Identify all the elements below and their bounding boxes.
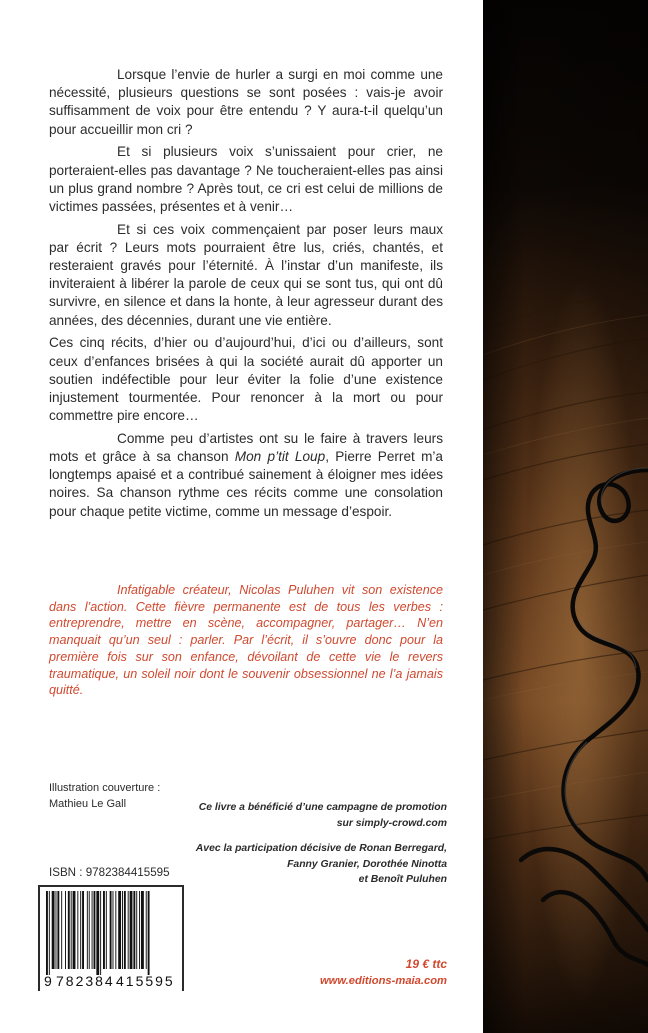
barcode-bar	[115, 891, 116, 969]
barcode-bar	[146, 891, 147, 969]
barcode-bar	[96, 891, 99, 975]
barcode-bar	[52, 891, 55, 969]
isbn-label: ISBN : 9782384415595	[49, 866, 170, 879]
barcode-right-digits: 415595	[116, 973, 175, 989]
promotion-credits	[180, 800, 447, 888]
barcode-bar	[82, 891, 84, 969]
promo-line-2: sur simply-crowd.com	[336, 817, 447, 829]
price: 19 € ttc	[405, 957, 447, 971]
song-title: Mon p’tit Loup	[234, 449, 326, 465]
promo-line-5: et Benoît Puluhen	[358, 874, 447, 886]
author-bio	[49, 582, 443, 699]
promo-line-3: Avec la participation décisive de Ronan Berregard,	[195, 843, 447, 855]
barcode-bar	[110, 891, 112, 969]
blurb-paragraph-4: Ces cinq récits, d’hier ou d’aujourd’hui, d’ici ou d’ailleurs, sont ceux d’enfances brisées à qui la société aurait dû apporter un soutien indéfectible pour leur éviter la folie d’une existence injustement tourmentée. Pour renoncer à la mort ou pour commettre pire encore…	[49, 335, 443, 424]
blurb-paragraph-5	[49, 430, 443, 521]
barcode-bar	[133, 891, 135, 969]
blurb-paragraph-3: Et si ces voix commençaient par poser leurs maux par écrit ? Leurs mots pourraient être lus, criés, chantés, et resteraient gravés pour l’éternité. À l’instar d’un manifeste, ils inviteraient à libérer la parole de ceux qui se sont tus, qui ont dû survivre, en silence et dans la honte, à leur agresseur durant des années, des décennies, durant une vie entière.	[49, 221, 443, 328]
barcode-left-digits: 782384	[56, 973, 115, 989]
barcode-bar	[92, 891, 93, 969]
barcode-bar	[124, 891, 126, 969]
barcode-bar	[61, 891, 62, 969]
barcode-bar	[118, 891, 121, 969]
barcode-bar	[89, 891, 90, 969]
barcode-bar	[148, 891, 150, 975]
barcode-bar	[56, 891, 57, 969]
barcode-bar	[73, 891, 76, 969]
blurb-paragraph-2: Et si plusieurs voix s’unissaient pour crier, ne porteraient-elles pas davantage ? Ne toucheraient-elles pas ainsi un plus grand nombre ? Après tout, ce cri est celui de millions de victimes passées, présentes et à venir…	[49, 144, 443, 214]
publisher-website: www.editions-maia.com	[319, 975, 447, 987]
promo-line-1: Ce livre a bénéficié d’une campagne de promotion	[198, 802, 447, 813]
barcode-bar	[139, 891, 140, 969]
barcode-first-digit: 9	[44, 973, 52, 989]
author-bio-text: Infatigable créateur, Nicolas Puluhen vit son existence dans l’action. Cette fièvre permanente est de tous les verbes : entreprendre, mettre en scène, accompagner, partager… N’en manquait qu’un seul : parler. Par l’écrit, il s’ouvre donc pour la première fois sur son enfance, dévoilant de cette vie le revers traumatique, un soleil noir dont le souvenir obsessionnel ne l’a jamais quitté.	[49, 583, 443, 698]
barcode-bar	[128, 891, 129, 969]
barcode-bar	[106, 891, 107, 969]
barcode-bar	[141, 891, 144, 969]
barcode-bar	[94, 891, 96, 969]
promo-line-4: Fanny Granier, Dorothée Ninotta	[287, 858, 447, 870]
barcode-bar	[57, 891, 59, 969]
barcode-bar	[103, 891, 105, 969]
blurb-paragraph-5-before: Comme peu d’artistes ont su le faire à travers leurs mots et grâce à sa chanson	[49, 430, 443, 465]
cover-photo-strip	[483, 0, 648, 1033]
barcode-bar	[113, 891, 114, 969]
wood-table-photo	[483, 0, 648, 1033]
barcode-bar	[100, 891, 101, 975]
barcode	[38, 885, 184, 991]
barcode-bar	[136, 891, 137, 969]
barcode-bar	[87, 891, 88, 969]
barcode-bar	[68, 891, 70, 969]
barcode-bar	[65, 891, 66, 969]
barcode-bar	[46, 891, 48, 975]
barcode-bar	[77, 891, 78, 969]
barcode-bar	[122, 891, 123, 969]
barcode-bar	[80, 891, 81, 969]
blurb-paragraph-1: Lorsque l’envie de hurler a surgi en moi comme une nécessité, plusieurs questions se sont posées : vais-je avoir suffisamment de voix pour être entendu ? Y aura-t-il quelqu’un pour accueillir mon cri ?	[49, 67, 443, 137]
blurb-text	[49, 66, 443, 525]
barcode-bar	[130, 891, 133, 969]
illustration-label: Illustration couverture :	[49, 782, 161, 794]
blurb-paragraph-5-after: , Pierre Perret m’a longtemps apaisé et a contribué sainement à éloigner mes idées noires. Sa chanson rythme ces récits comme une consolation pour chaque petite victime, comme un message d’espoir.	[49, 449, 443, 519]
illustration-artist: Mathieu Le Gall	[49, 798, 127, 810]
barcode-bar	[49, 891, 50, 975]
barcode-bar	[71, 891, 72, 969]
